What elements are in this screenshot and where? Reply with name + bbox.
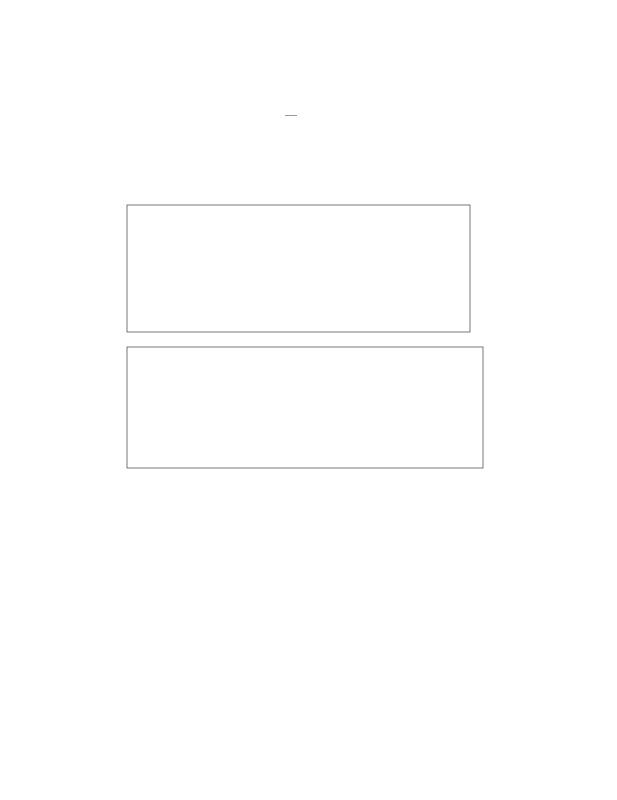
figure-2-3 [105, 195, 500, 490]
equation-boxcar [246, 631, 282, 647]
bottom-panel [127, 347, 483, 468]
top-panel-frame [127, 205, 470, 332]
equation-2-24 [246, 103, 486, 133]
bottom-panel-frame [127, 347, 483, 468]
top-panel [127, 205, 470, 332]
eq-fraction-bar [285, 115, 297, 116]
